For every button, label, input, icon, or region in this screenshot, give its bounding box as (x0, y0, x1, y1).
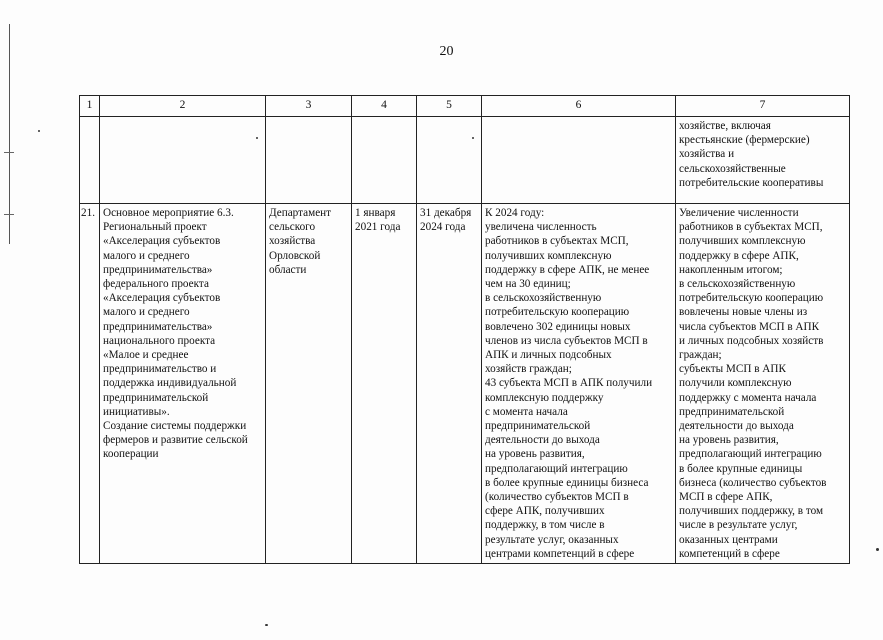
table-cell (80, 117, 100, 204)
end-date-cell: 31 декабря 2024 года (417, 204, 482, 564)
column-header: 6 (482, 96, 676, 117)
column-number-row (80, 96, 850, 117)
table-cell (417, 117, 482, 204)
table-cell (266, 117, 352, 204)
scan-speck (472, 137, 474, 139)
column-header: 7 (676, 96, 850, 117)
indicator-continuation-text: хозяйстве, включая крестьянские (фермерские) хозяйства и сельскохозяйственные потребительские кооперативы (676, 117, 850, 204)
table-row-21 (80, 204, 850, 564)
scan-speck (38, 130, 40, 132)
indicator-cell: Увеличение численности работников в субъектах МСП, получивших комплексную поддержку в сфере АПК, накопленным итогом; в сельскохозяйственную потребительскую кооперацию вовлечены новые члены из числа субъектов МСП в АПК и личных подсобных хозяйств граждан; субъекты МСП в АПК получили комплексную поддержку с момента начала предпринимательской деятельности до выхода на уровень развития, предполагающий интеграцию в более крупные единицы бизнеса (количество субъектов МСП в сфере АПК, получивших поддержку, в том числе в результате услуг, оказанных центрами компетенций в сфере (676, 204, 850, 564)
event-name-cell: Основное мероприятие 6.3. Региональный проект «Акселерация субъектов малого и среднего предпринимательства» федерального проекта «Акселерация субъектов малого и среднего предпринимательства» национального проекта «Малое и среднее предпринимательство и поддержка индивидуальной предпринимательской инициативы». Создание системы поддержки фермеров и развитие сельской кооперации (100, 204, 266, 564)
scan-margin-tick (4, 152, 14, 153)
start-date-cell: 1 января 2021 года (352, 204, 417, 564)
scan-speck (876, 548, 879, 551)
column-header: 5 (417, 96, 482, 117)
column-header: 2 (100, 96, 266, 117)
table-cell (100, 117, 266, 204)
column-header: 3 (266, 96, 352, 117)
column-header: 4 (352, 96, 417, 117)
table-cell (352, 117, 417, 204)
table-cell (482, 117, 676, 204)
executor-cell: Департамент сельского хозяйства Орловской области (266, 204, 352, 564)
scan-speck (256, 137, 258, 139)
row-number: 21. (80, 204, 100, 564)
scan-speck (265, 624, 268, 626)
column-header: 1 (80, 96, 100, 117)
plan-table (79, 95, 850, 564)
page-number: 20 (439, 44, 454, 59)
table-row-continuation (80, 117, 850, 204)
expected-result-cell: К 2024 году: увеличена численность работников в субъектах МСП, получивших комплексную поддержку в сфере АПК, не менее чем на 30 единиц; в сельскохозяйственную потребительскую кооперацию вовлечено 302 единицы новых членов из числа субъектов МСП в АПК и личных подсобных хозяйств граждан; 43 субъекта МСП в АПК получили комплексную поддержку с момента начала предпринимательской деятельности до выхода на уровень развития, предполагающий интеграцию в более крупные единицы бизнеса (количество субъектов МСП в сфере АПК, получивших поддержку, в том числе в результате услуг, оказанных центрами компетенций в сфере (482, 204, 676, 564)
scan-margin-tick (4, 214, 14, 215)
